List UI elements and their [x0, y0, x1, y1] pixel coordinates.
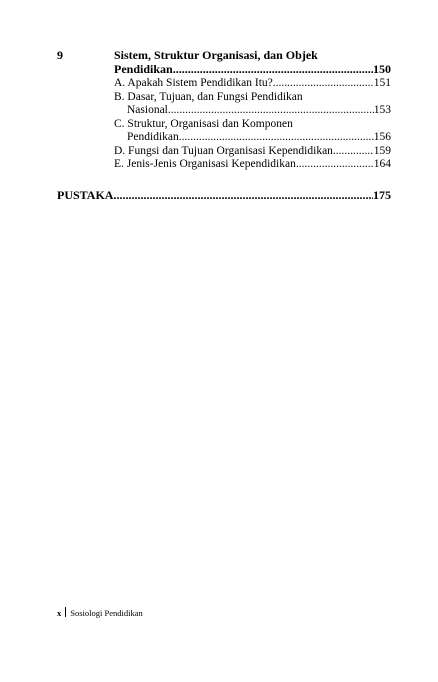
chapter-number: 9: [57, 48, 63, 62]
pustaka-page-number: 175: [373, 188, 391, 202]
footer-page-number: x: [57, 608, 62, 618]
page-footer: [57, 607, 143, 619]
toc-pustaka-entry: [57, 188, 391, 202]
toc-section-page: 156: [373, 131, 391, 143]
footer-book-title: Sosiologi Pendidikan: [70, 608, 143, 618]
toc-section-title: A. Apakah Sistem Pendidikan Itu?: [114, 77, 273, 89]
chapter-title-line1: Sistem, Struktur Organisasi, dan Objek: [114, 48, 318, 62]
toc-section-page: 159: [373, 144, 391, 157]
dot-leader: [296, 158, 374, 172]
toc-section-a: [114, 77, 391, 91]
chapter-title: [114, 48, 391, 76]
toc-section-e: [114, 158, 391, 172]
toc-section-d: [114, 145, 391, 159]
chapter-page-number: 150: [373, 62, 391, 76]
toc-section-title: B. Dasar, Tujuan, dan Fungsi Pendidikan: [114, 90, 303, 103]
dot-leader: [173, 62, 373, 76]
dot-leader: [113, 188, 373, 202]
dot-leader: [179, 131, 374, 145]
toc-section-line: [114, 104, 391, 118]
toc-section-title: D. Fungsi dan Tujuan Organisasi Kependidikan: [114, 144, 333, 157]
toc-section-c: [114, 118, 391, 145]
toc-section-title: C. Struktur, Organisasi dan Komponen: [114, 117, 293, 130]
dot-leader: [168, 104, 374, 118]
toc-section-line: [114, 158, 391, 172]
toc-section-line: [114, 77, 391, 91]
toc-section-page: 151: [373, 77, 391, 89]
toc-section-line: [114, 145, 391, 159]
toc-section-title: E. Jenis-Jenis Organisasi Kependidikan: [114, 158, 296, 170]
toc-section-title-cont: Nasional: [127, 104, 168, 116]
toc-section-b: [114, 91, 391, 118]
toc-section-title-cont: Pendidikan: [127, 131, 179, 143]
chapter-title-line2-text: Pendidikan: [114, 62, 173, 76]
toc-section-line: [114, 131, 391, 145]
footer-divider: [65, 607, 66, 617]
toc-section-page: 164: [373, 158, 391, 170]
chapter-body: [114, 48, 391, 172]
toc-section-page: 153: [373, 104, 391, 116]
section-list: [114, 77, 391, 172]
dot-leader: [333, 145, 374, 159]
pustaka-label: PUSTAKA: [57, 188, 114, 202]
dot-leader: [273, 77, 374, 91]
chapter-title-line2: [114, 62, 391, 76]
